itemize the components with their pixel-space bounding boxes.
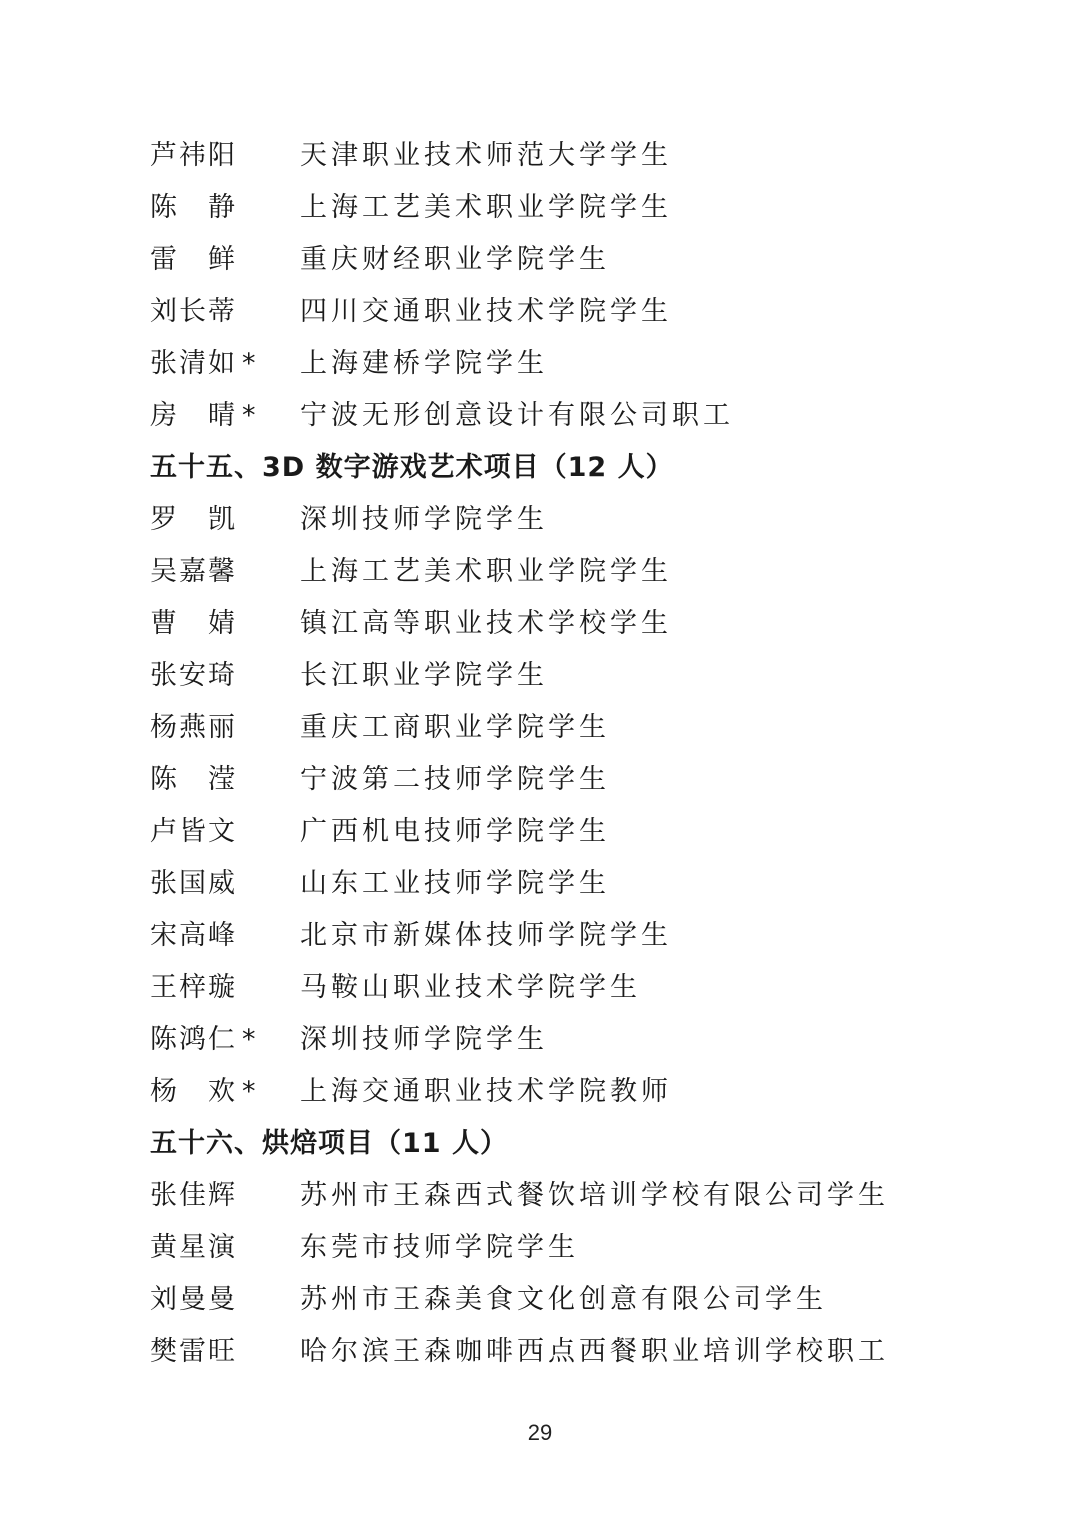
person-name: 芦祎阳 [150, 140, 237, 171]
list-item [150, 1170, 1030, 1222]
person-name: 曹 婧 [150, 608, 237, 639]
list-item [150, 806, 1030, 858]
list-item [150, 546, 1030, 598]
person-name: 刘长蒂 [150, 296, 237, 327]
person-name: 房 晴 [150, 400, 237, 431]
person-name: 王梓璇 [150, 972, 237, 1003]
person-name: 卢皆文 [150, 816, 237, 847]
person-name: 刘曼曼 [150, 1284, 237, 1315]
list-item [150, 702, 1030, 754]
section-heading: 五十五、3D 数字游戏艺术项目（12 人） [150, 452, 674, 483]
list-item [150, 1222, 1030, 1274]
person-name: 雷 鲜 [150, 244, 237, 275]
person-name: 张清如 [150, 348, 237, 379]
list-item [150, 234, 1030, 286]
document-body [150, 130, 1030, 1378]
list-item [150, 858, 1030, 910]
star-mark: * [242, 400, 256, 431]
list-item [150, 1326, 1030, 1378]
person-name: 罗 凯 [150, 504, 237, 535]
star-mark: * [242, 348, 256, 379]
list-item [150, 286, 1030, 338]
star-mark: * [242, 1076, 256, 1107]
person-name: 陈 滢 [150, 764, 237, 795]
organization: 上海建桥学院学生 [300, 348, 548, 379]
person-name: 陈 静 [150, 192, 237, 223]
list-item [150, 1066, 1030, 1118]
organization: 苏州市王森美食文化创意有限公司学生 [300, 1284, 827, 1315]
list-item [150, 962, 1030, 1014]
person-name: 张佳辉 [150, 1180, 237, 1211]
organization: 上海工艺美术职业学院学生 [300, 556, 672, 587]
list-item [150, 182, 1030, 234]
organization: 哈尔滨王森咖啡西点西餐职业培训学校职工 [300, 1336, 889, 1367]
person-name: 张国威 [150, 868, 237, 899]
organization: 上海工艺美术职业学院学生 [300, 192, 672, 223]
organization: 宁波第二技师学院学生 [300, 764, 610, 795]
organization: 重庆工商职业学院学生 [300, 712, 610, 743]
person-name: 陈鸿仁 [150, 1024, 237, 1055]
organization: 宁波无形创意设计有限公司职工 [300, 400, 734, 431]
organization: 上海交通职业技术学院教师 [300, 1076, 672, 1107]
person-name: 吴嘉馨 [150, 556, 237, 587]
list-item [150, 910, 1030, 962]
list-item [150, 754, 1030, 806]
organization: 重庆财经职业学院学生 [300, 244, 610, 275]
organization: 镇江高等职业技术学校学生 [300, 608, 672, 639]
list-item [150, 494, 1030, 546]
organization: 山东工业技师学院学生 [300, 868, 610, 899]
person-name: 黄星演 [150, 1232, 237, 1263]
person-name: 杨燕丽 [150, 712, 237, 743]
star-mark: * [242, 1024, 256, 1055]
organization: 苏州市王森西式餐饮培训学校有限公司学生 [300, 1180, 889, 1211]
organization: 天津职业技术师范大学学生 [300, 140, 672, 171]
organization: 四川交通职业技术学院学生 [300, 296, 672, 327]
organization: 广西机电技师学院学生 [300, 816, 610, 847]
organization: 马鞍山职业技术学院学生 [300, 972, 641, 1003]
person-name: 杨 欢 [150, 1076, 237, 1107]
organization: 深圳技师学院学生 [300, 504, 548, 535]
list-item [150, 130, 1030, 182]
organization: 北京市新媒体技师学院学生 [300, 920, 672, 951]
organization: 东莞市技师学院学生 [300, 1232, 579, 1263]
list-item [150, 650, 1030, 702]
list-item [150, 338, 1030, 390]
organization: 深圳技师学院学生 [300, 1024, 548, 1055]
list-item [150, 390, 1030, 442]
person-name: 张安琦 [150, 660, 237, 691]
person-name: 樊雷旺 [150, 1336, 237, 1367]
person-name: 宋高峰 [150, 920, 237, 951]
section-heading: 五十六、烘焙项目（11 人） [150, 1128, 508, 1159]
organization: 长江职业学院学生 [300, 660, 548, 691]
list-item [150, 1274, 1030, 1326]
list-item [150, 598, 1030, 650]
page-number: 29 [527, 1420, 553, 1445]
list-item [150, 1014, 1030, 1066]
